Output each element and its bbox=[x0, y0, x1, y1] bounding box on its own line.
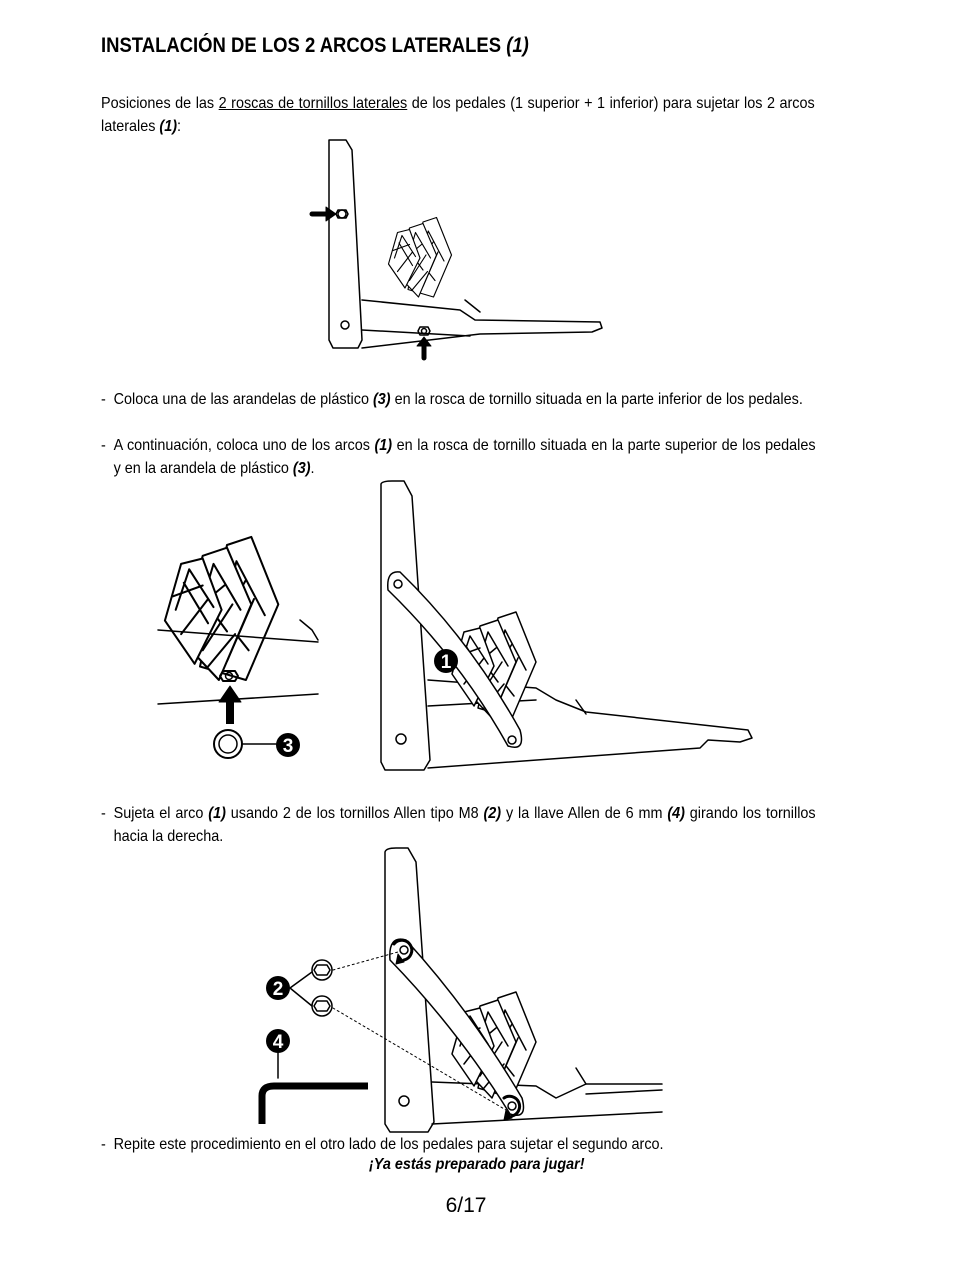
underlined-phrase: 2 roscas de tornillos laterales bbox=[218, 95, 408, 112]
callout-arc: 1 bbox=[440, 652, 452, 673]
figure-washer-detail bbox=[158, 537, 318, 758]
intro-paragraph: Posiciones de las 2 roscas de tornillos laterales de los pedales (1 superior + 1 inferior) para sujetar los 2 arcos laterales (1): bbox=[101, 95, 815, 135]
figure-arc-mount bbox=[381, 481, 752, 770]
figure-screw-tightening bbox=[262, 848, 662, 1132]
step-3: - Sujeta el arco (1) usando 2 de los tornillos Allen tipo M8 (2) y la llave Allen de 6 mm (4) girando los tornillos hacia la derecha. bbox=[101, 805, 816, 845]
ready-message: ¡Ya estás preparado para jugar! bbox=[369, 1156, 585, 1173]
step-4: - Repite este procedimiento en el otro lado de los pedales para sujetar el segundo arco. bbox=[101, 1136, 664, 1153]
callout-washer: 3 bbox=[282, 736, 294, 757]
callout-wrench: 4 bbox=[272, 1032, 284, 1053]
figure-screw-positions bbox=[312, 140, 602, 358]
callout-screws: 2 bbox=[272, 979, 284, 1000]
page-title: INSTALACIÓN DE LOS 2 ARCOS LATERALES (1) bbox=[101, 34, 529, 57]
step-1: - Coloca una de las arandelas de plástico (3) en la rosca de tornillo situada en la parte inferior de los pedales. bbox=[101, 391, 803, 408]
step-2: - A continuación, coloca uno de los arcos (1) en la rosca de tornillo situada en la parte superior de los pedales y en la arandela de plástico (3). bbox=[101, 437, 816, 477]
page-number: 6/17 bbox=[445, 1194, 487, 1217]
